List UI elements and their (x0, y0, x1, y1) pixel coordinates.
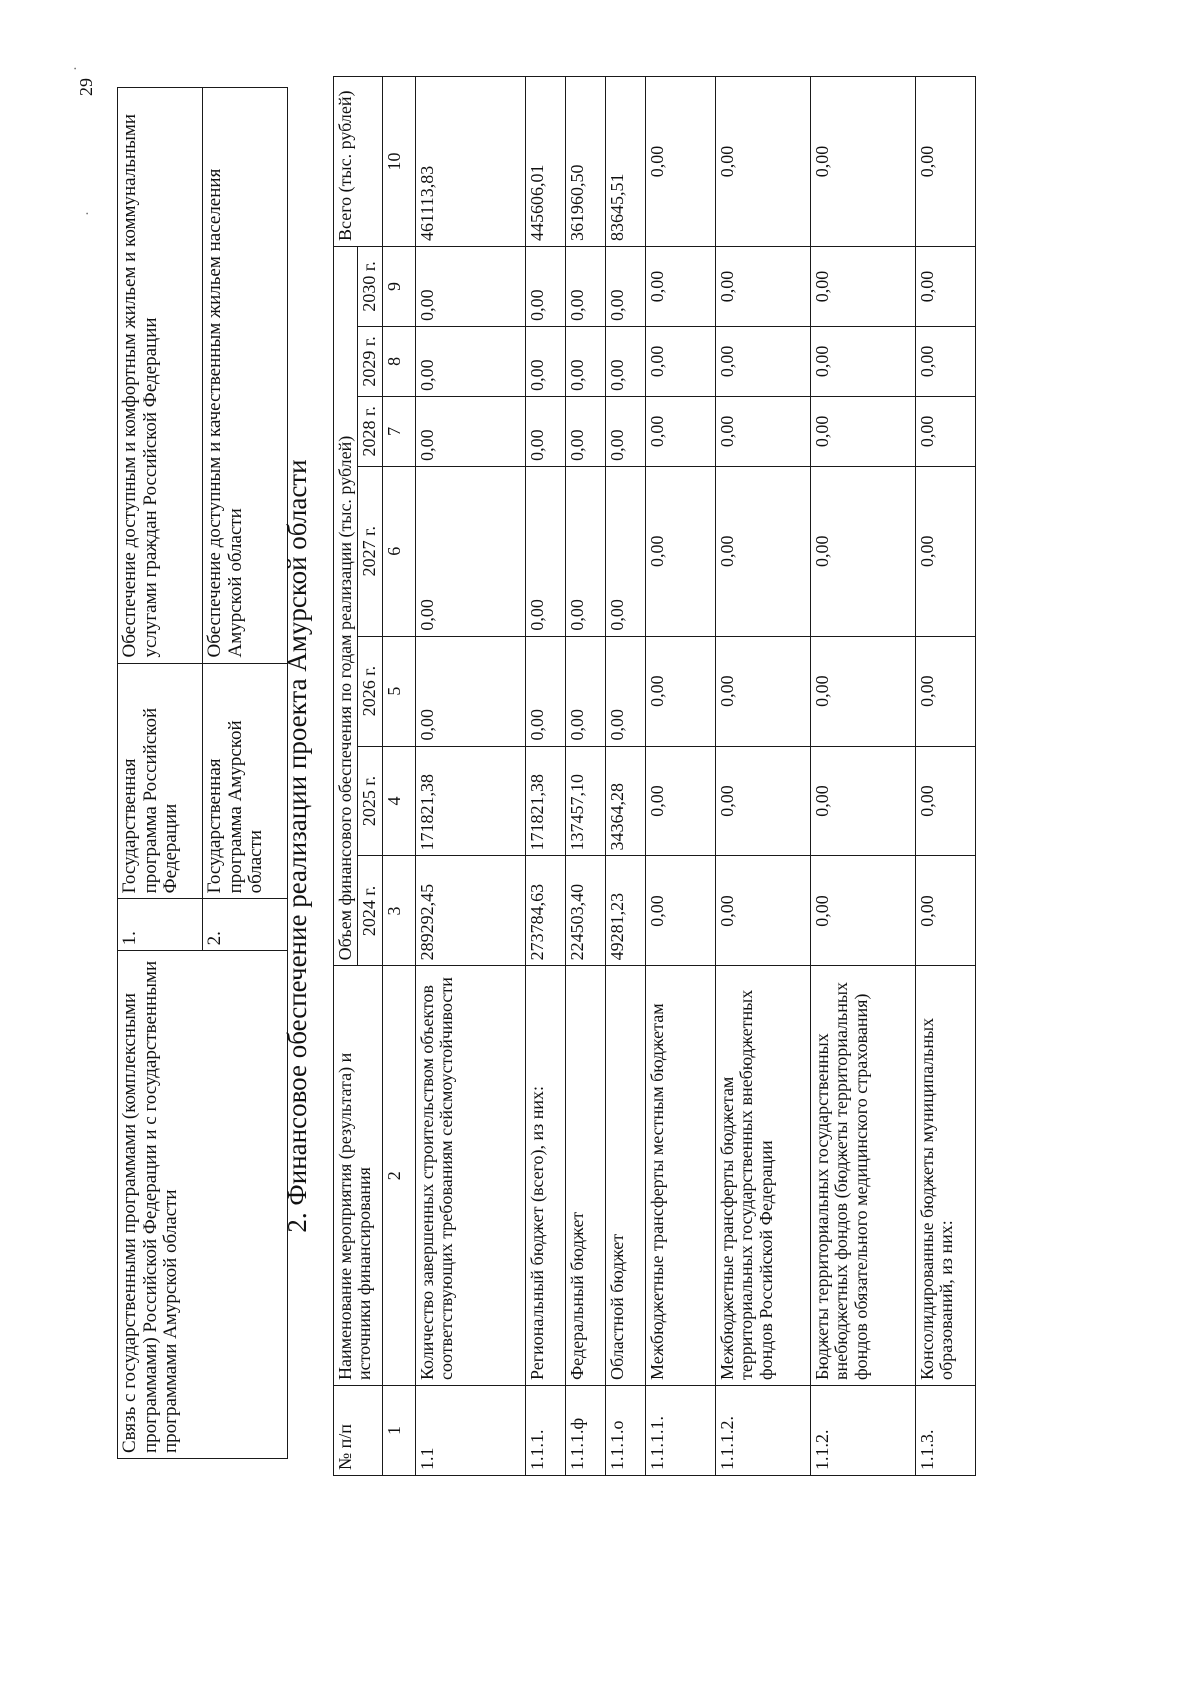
page-number: 29 (76, 78, 96, 96)
year-value: 0,00 (715, 636, 810, 746)
row-total: 0,00 (915, 77, 975, 247)
column-number: 9 (382, 246, 415, 326)
column-number: 6 (382, 466, 415, 636)
year-value: 0,00 (645, 636, 715, 746)
year-value: 0,00 (565, 246, 605, 326)
row-total: 0,00 (810, 77, 915, 247)
year-value: 289292,45 (415, 856, 525, 966)
year-value: 0,00 (915, 636, 975, 746)
column-number: 4 (382, 746, 415, 856)
table-row (645, 77, 715, 1476)
year-value: 0,00 (915, 326, 975, 396)
header-total: Всего (тыс. рублей) (334, 77, 383, 247)
row-number: 1.1.2. (810, 1386, 915, 1476)
year-value: 0,00 (415, 246, 525, 326)
row-number: 1.1.1.2. (715, 1386, 810, 1476)
year-value: 0,00 (810, 636, 915, 746)
column-number: 7 (382, 396, 415, 466)
year-value: 0,00 (810, 856, 915, 966)
year-value: 0,00 (565, 466, 605, 636)
table-row (605, 77, 645, 1476)
row-total: 0,00 (645, 77, 715, 247)
header-volume: Объем финансового обеспечения по годам реализации (тыс. рублей) (334, 246, 358, 965)
year-value: 137457,10 (565, 746, 605, 856)
header-year: 2025 г. (358, 746, 382, 856)
year-value: 0,00 (715, 396, 810, 466)
table-row (415, 77, 525, 1476)
table-row (525, 77, 565, 1476)
scan-speck: · (68, 66, 84, 71)
year-value: 0,00 (565, 396, 605, 466)
year-value: 0,00 (645, 246, 715, 326)
year-value: 0,00 (915, 246, 975, 326)
column-number: 5 (382, 636, 415, 746)
header-num: № п/п (334, 1386, 383, 1476)
year-value: 0,00 (415, 636, 525, 746)
year-value: 0,00 (715, 466, 810, 636)
link-goal: Обеспечение доступным и качественным жильем населения Амурской области (203, 88, 288, 664)
scan-speck: · (80, 211, 96, 216)
year-value: 0,00 (915, 396, 975, 466)
year-value: 0,00 (715, 246, 810, 326)
year-value: 0,00 (810, 466, 915, 636)
table-row (118, 88, 203, 1459)
row-number: 1.1 (415, 1386, 525, 1476)
column-number: 1 (382, 1386, 415, 1476)
row-name: Межбюджетные трансферты бюджетам территориальных государственных внебюджетных фондов Российской Федерации (715, 966, 810, 1386)
year-value: 0,00 (525, 636, 565, 746)
table-row (565, 77, 605, 1476)
year-value: 0,00 (415, 466, 525, 636)
year-value: 0,00 (915, 856, 975, 966)
row-name: Бюджеты территориальных государственных внебюджетных фондов (бюджеты территориальных фондов обязательного медицинского страхования) (810, 966, 915, 1386)
year-value: 0,00 (915, 466, 975, 636)
link-num: 1. (118, 899, 203, 951)
column-number: 8 (382, 326, 415, 396)
column-number: 2 (382, 966, 415, 1386)
header-name: Наименование мероприятия (результата) и источники финансирования (334, 966, 383, 1386)
year-value: 0,00 (525, 396, 565, 466)
year-value: 171821,38 (415, 746, 525, 856)
year-value: 0,00 (645, 326, 715, 396)
row-total: 445606,01 (525, 77, 565, 247)
header-year: 2026 г. (358, 636, 382, 746)
section-title: 2. Финансовое обеспечение реализации проекта Амурской области (282, 459, 312, 1233)
header-year: 2028 г. (358, 396, 382, 466)
link-program: Государственная программа Амурской области (203, 663, 288, 899)
row-name: Консолидированные бюджеты муниципальных образований, из них: (915, 966, 975, 1386)
row-name: Федеральный бюджет (565, 966, 605, 1386)
year-value: 0,00 (810, 746, 915, 856)
year-value: 0,00 (605, 246, 645, 326)
year-value: 0,00 (565, 326, 605, 396)
year-value: 0,00 (525, 466, 565, 636)
year-value: 0,00 (645, 396, 715, 466)
year-value: 224503,40 (565, 856, 605, 966)
column-number: 10 (382, 77, 415, 247)
year-value: 0,00 (645, 466, 715, 636)
year-value: 0,00 (415, 396, 525, 466)
row-name: Областной бюджет (605, 966, 645, 1386)
year-value: 0,00 (605, 636, 645, 746)
row-name: Количество завершенных строительством объектов соответствующих требованиям сейсмоустойчивости (415, 966, 525, 1386)
year-value: 0,00 (525, 246, 565, 326)
financing-table (333, 76, 976, 1476)
year-value: 0,00 (605, 396, 645, 466)
row-total: 361960,50 (565, 77, 605, 247)
row-number: 1.1.1.о (605, 1386, 645, 1476)
year-value: 0,00 (565, 636, 605, 746)
year-value: 273784,63 (525, 856, 565, 966)
table-header-row (334, 77, 358, 1476)
year-value: 49281,23 (605, 856, 645, 966)
year-value: 0,00 (605, 466, 645, 636)
row-name: Межбюджетные трансферты местным бюджетам (645, 966, 715, 1386)
year-value: 0,00 (415, 326, 525, 396)
year-value: 0,00 (645, 746, 715, 856)
table-row (715, 77, 810, 1476)
header-year: 2024 г. (358, 856, 382, 966)
row-number: 1.1.3. (915, 1386, 975, 1476)
table-row (810, 77, 915, 1476)
year-value: 0,00 (715, 746, 810, 856)
link-num: 2. (203, 899, 288, 951)
header-year: 2030 г. (358, 246, 382, 326)
year-value: 0,00 (715, 856, 810, 966)
year-value: 0,00 (810, 246, 915, 326)
year-value: 0,00 (715, 326, 810, 396)
row-total: 0,00 (715, 77, 810, 247)
year-value: 0,00 (525, 326, 565, 396)
year-value: 0,00 (645, 856, 715, 966)
header-year: 2029 г. (358, 326, 382, 396)
year-value: 0,00 (915, 746, 975, 856)
row-total: 461113,83 (415, 77, 525, 247)
link-goal: Обеспечение доступным и комфортным жильем и коммунальными услугами граждан Российской Федерации (118, 88, 203, 664)
column-number-row (382, 77, 415, 1476)
year-value: 171821,38 (525, 746, 565, 856)
link-program: Государственная программа Российской Федерации (118, 663, 203, 899)
year-value: 0,00 (810, 326, 915, 396)
year-value: 0,00 (810, 396, 915, 466)
year-value: 34364,28 (605, 746, 645, 856)
row-name: Региональный бюджет (всего), из них: (525, 966, 565, 1386)
year-value: 0,00 (605, 326, 645, 396)
row-number: 1.1.1. (525, 1386, 565, 1476)
header-year: 2027 г. (358, 466, 382, 636)
row-number: 1.1.1.1. (645, 1386, 715, 1476)
links-label: Связь с государственными программами (комплексными программами) Российской Федерации и с государственными программами Амурской области (118, 951, 288, 1459)
table-row (915, 77, 975, 1476)
row-number: 1.1.1.ф (565, 1386, 605, 1476)
program-links-table (117, 87, 288, 1459)
column-number: 3 (382, 856, 415, 966)
row-total: 83645,51 (605, 77, 645, 247)
